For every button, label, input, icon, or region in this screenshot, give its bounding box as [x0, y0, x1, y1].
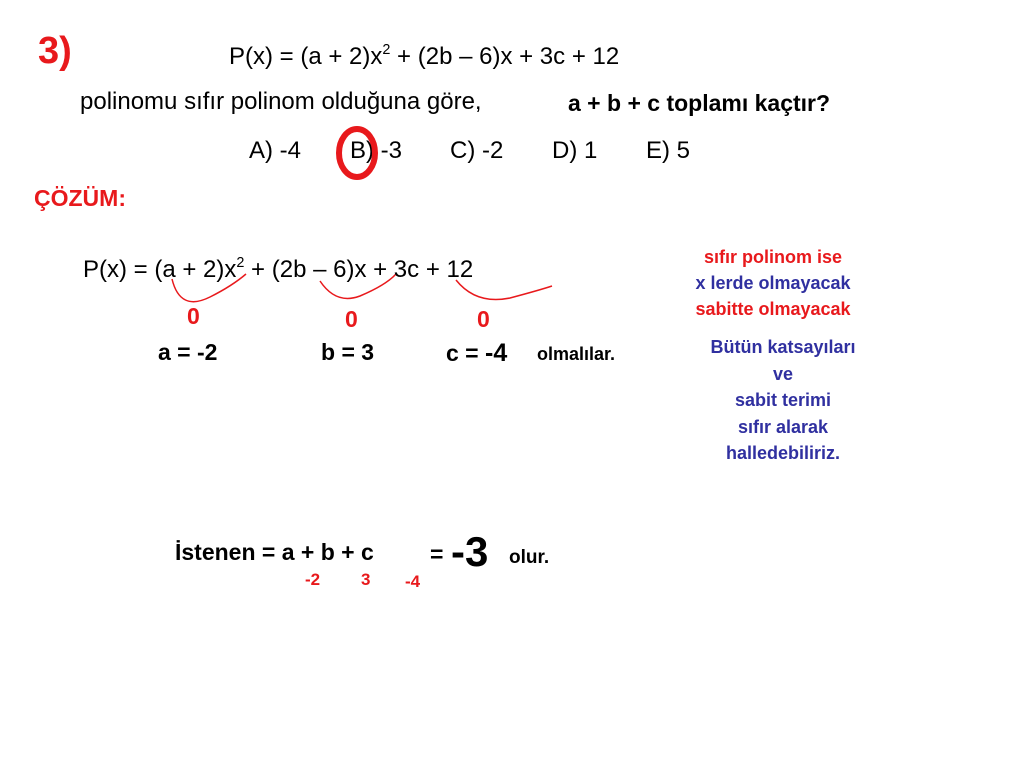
note-blue-line-2: ve — [772, 363, 794, 384]
note-line-3: sabitte olmayacak — [695, 299, 851, 319]
poly-exponent: 2 — [236, 254, 245, 271]
values-suffix: olmalılar. — [537, 344, 616, 364]
sub-value-b: 3 — [361, 570, 371, 589]
poly-part-2: + (2b – 6)x + 3c + 12 — [244, 256, 474, 283]
choice-a: A) -4 — [249, 137, 302, 164]
value-b — [321, 339, 374, 366]
choice-e: E) 5 — [646, 137, 691, 164]
zero-a: 0 — [187, 303, 200, 329]
zero-b: 0 — [345, 306, 358, 332]
question-number: 3) — [38, 30, 72, 72]
value-a-number: -2 — [197, 339, 218, 365]
poly-part-2: + (2b – 6)x + 3c + 12 — [390, 43, 620, 70]
note-blue-line-4: sıfır alarak — [737, 416, 829, 437]
question-text: polinomu sıfır polinom olduğuna göre, — [80, 88, 482, 115]
value-c-number: -4 — [485, 339, 508, 367]
value-c-label: c = — [446, 340, 486, 366]
note-blue-line-1: Bütün katsayıları — [710, 337, 856, 357]
solution-heading: ÇÖZÜM: — [34, 185, 126, 211]
solution-polynomial — [83, 256, 473, 284]
value-c — [446, 339, 507, 368]
result-expression: İstenen = a + b + c — [175, 539, 374, 565]
note-blue — [683, 334, 883, 467]
note-line-2: x lerde olmayacak — [695, 273, 851, 293]
choice-b: B) -3 — [350, 137, 403, 164]
value-b-number: 3 — [361, 339, 375, 365]
poly-part-1: P(x) = (a + 2)x — [83, 256, 237, 283]
poly-exponent: 2 — [382, 41, 391, 58]
note-red — [673, 244, 873, 322]
choice-d: D) 1 — [552, 137, 598, 164]
result-value: -3 — [451, 528, 489, 575]
value-a-label: a = — [158, 339, 198, 365]
note-line-1: sıfır polinom ise — [703, 247, 843, 267]
sub-value-c: -4 — [405, 572, 421, 591]
zero-c: 0 — [477, 306, 490, 332]
result-equals: = — [430, 541, 444, 567]
choice-c: C) -2 — [450, 137, 504, 164]
answer-circle — [339, 129, 375, 177]
result-suffix: olur. — [509, 547, 550, 568]
note-blue-line-5: halledebiliriz. — [725, 443, 841, 463]
note-blue-line-3: sabit terimi — [734, 390, 832, 410]
value-a — [158, 339, 217, 366]
sub-value-a: -2 — [305, 570, 321, 589]
question-ask: a + b + c toplamı kaçtır? — [568, 90, 831, 116]
poly-part-1: P(x) = (a + 2)x — [229, 43, 383, 70]
value-b-label: b = — [321, 339, 362, 365]
